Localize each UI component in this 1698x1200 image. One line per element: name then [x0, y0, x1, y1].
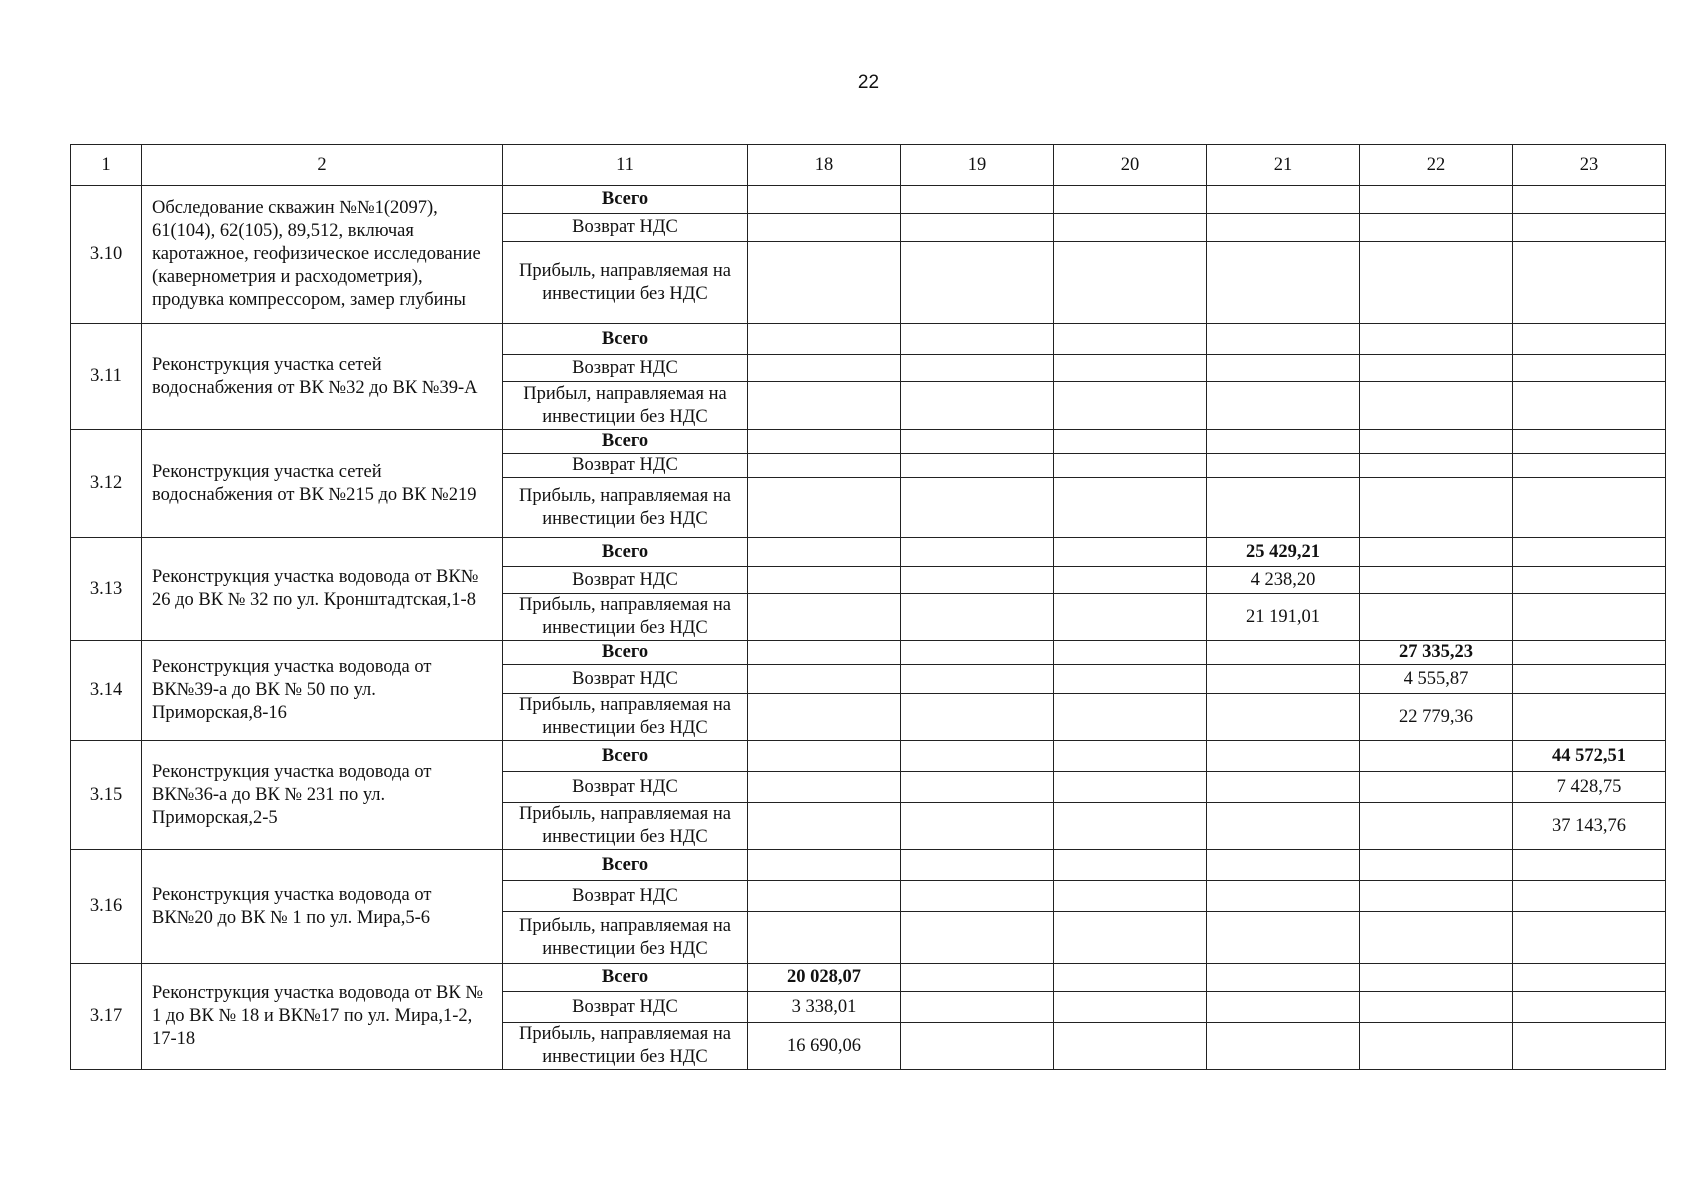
- value-cell: [901, 214, 1054, 242]
- value-cell: [1513, 641, 1666, 665]
- value-cell: [1360, 355, 1513, 382]
- funding-source-label: Возврат НДС: [503, 881, 748, 912]
- value-cell: [748, 242, 901, 324]
- funding-source-label: Прибыл, направляемая на инвестиции без НДС: [503, 382, 748, 430]
- value-cell: [1054, 641, 1207, 665]
- table-row: [71, 964, 1666, 992]
- value-cell: [1513, 324, 1666, 355]
- value-cell: [1054, 430, 1207, 454]
- value-cell: [1360, 772, 1513, 803]
- funding-source-label: Прибыль, направляемая на инвестиции без НДС: [503, 912, 748, 964]
- value-cell: [1054, 594, 1207, 641]
- table-header: [71, 145, 1666, 186]
- value-cell: [748, 382, 901, 430]
- page-number: 22: [857, 72, 880, 93]
- value-cell: [1207, 430, 1360, 454]
- item-number: 3.16: [71, 850, 142, 964]
- value-cell: [748, 741, 901, 772]
- funding-source-label: Всего: [503, 964, 748, 992]
- value-cell: [1513, 964, 1666, 992]
- value-cell: [1360, 186, 1513, 214]
- value-cell: [1513, 850, 1666, 881]
- value-cell: [1360, 964, 1513, 992]
- item-description: Реконструкция участка водовода от ВК№39-а до ВК № 50 по ул. Приморская,8-16: [142, 641, 503, 741]
- value-cell: [1513, 1023, 1666, 1070]
- value-cell: [1513, 186, 1666, 214]
- value-cell: [1207, 214, 1360, 242]
- funding-source-label: Возврат НДС: [503, 772, 748, 803]
- funding-source-label: Всего: [503, 430, 748, 454]
- item-number: 3.13: [71, 538, 142, 641]
- value-cell: [748, 912, 901, 964]
- value-cell: [1054, 186, 1207, 214]
- value-cell: [1207, 665, 1360, 694]
- value-cell: [901, 242, 1054, 324]
- value-cell: 16 690,06: [748, 1023, 901, 1070]
- item-number: 3.10: [71, 186, 142, 324]
- table-row: [71, 324, 1666, 355]
- value-cell: [901, 186, 1054, 214]
- value-cell: [1360, 912, 1513, 964]
- value-cell: [1513, 881, 1666, 912]
- value-cell: 4 555,87: [1360, 665, 1513, 694]
- value-cell: [901, 850, 1054, 881]
- funding-source-label: Возврат НДС: [503, 355, 748, 382]
- value-cell: [901, 454, 1054, 478]
- funding-source-label: Прибыль, направляемая на инвестиции без НДС: [503, 242, 748, 324]
- value-cell: [748, 186, 901, 214]
- value-cell: [1360, 741, 1513, 772]
- value-cell: [1360, 594, 1513, 641]
- value-cell: [1054, 912, 1207, 964]
- value-cell: [901, 772, 1054, 803]
- value-cell: [1207, 881, 1360, 912]
- item-description: Реконструкция участка водовода от ВК№ 26 до ВК № 32 по ул. Кронштадтская,1-8: [142, 538, 503, 641]
- funding-source-label: Всего: [503, 850, 748, 881]
- value-cell: [901, 594, 1054, 641]
- value-cell: [1207, 324, 1360, 355]
- value-cell: [1207, 355, 1360, 382]
- value-cell: [1054, 382, 1207, 430]
- header-cell: 2: [142, 145, 503, 186]
- value-cell: [748, 324, 901, 355]
- value-cell: [1054, 803, 1207, 850]
- item-number: 3.15: [71, 741, 142, 850]
- value-cell: [1054, 1023, 1207, 1070]
- value-cell: [1054, 850, 1207, 881]
- value-cell: 37 143,76: [1513, 803, 1666, 850]
- value-cell: [1513, 594, 1666, 641]
- table-row: [71, 186, 1666, 214]
- value-cell: [1207, 992, 1360, 1023]
- header-cell: 22: [1360, 145, 1513, 186]
- value-cell: [1054, 741, 1207, 772]
- value-cell: [1513, 478, 1666, 538]
- value-cell: [748, 850, 901, 881]
- funding-source-label: Возврат НДС: [503, 567, 748, 594]
- value-cell: [1360, 567, 1513, 594]
- value-cell: [901, 694, 1054, 741]
- value-cell: [901, 567, 1054, 594]
- value-cell: [901, 964, 1054, 992]
- value-cell: [1360, 538, 1513, 567]
- value-cell: [1207, 454, 1360, 478]
- value-cell: [1054, 242, 1207, 324]
- funding-source-label: Прибыль, направляемая на инвестиции без НДС: [503, 694, 748, 741]
- value-cell: [901, 803, 1054, 850]
- funding-source-label: Всего: [503, 741, 748, 772]
- header-cell: 23: [1513, 145, 1666, 186]
- value-cell: [1360, 382, 1513, 430]
- value-cell: [1513, 242, 1666, 324]
- header-cell: 21: [1207, 145, 1360, 186]
- value-cell: [1513, 694, 1666, 741]
- value-cell: [1513, 992, 1666, 1023]
- value-cell: [1054, 694, 1207, 741]
- value-cell: [1207, 772, 1360, 803]
- value-cell: [1513, 665, 1666, 694]
- value-cell: [1207, 850, 1360, 881]
- value-cell: [748, 538, 901, 567]
- value-cell: [1054, 772, 1207, 803]
- value-cell: [1360, 430, 1513, 454]
- value-cell: [1513, 538, 1666, 567]
- item-number: 3.14: [71, 641, 142, 741]
- value-cell: 25 429,21: [1207, 538, 1360, 567]
- value-cell: [1054, 992, 1207, 1023]
- value-cell: [901, 430, 1054, 454]
- table-row: [71, 850, 1666, 881]
- table-row: [71, 741, 1666, 772]
- header-cell: 20: [1054, 145, 1207, 186]
- header-row: [71, 145, 1666, 186]
- value-cell: 3 338,01: [748, 992, 901, 1023]
- value-cell: [1207, 964, 1360, 992]
- value-cell: [748, 214, 901, 242]
- value-cell: [1207, 641, 1360, 665]
- value-cell: [1360, 1023, 1513, 1070]
- value-cell: [1360, 242, 1513, 324]
- value-cell: [748, 430, 901, 454]
- value-cell: [1207, 912, 1360, 964]
- value-cell: [1513, 214, 1666, 242]
- value-cell: [748, 478, 901, 538]
- funding-source-label: Возврат НДС: [503, 665, 748, 694]
- value-cell: [1054, 538, 1207, 567]
- value-cell: [748, 454, 901, 478]
- funding-source-label: Всего: [503, 538, 748, 567]
- funding-source-label: Возврат НДС: [503, 454, 748, 478]
- value-cell: [1054, 324, 1207, 355]
- value-cell: [748, 694, 901, 741]
- value-cell: [748, 881, 901, 912]
- value-cell: [748, 665, 901, 694]
- funding-source-label: Возврат НДС: [503, 992, 748, 1023]
- value-cell: [1513, 912, 1666, 964]
- value-cell: [901, 881, 1054, 912]
- value-cell: [1513, 382, 1666, 430]
- value-cell: [1360, 214, 1513, 242]
- value-cell: [1360, 454, 1513, 478]
- investment-table: [70, 144, 1666, 1070]
- value-cell: [901, 324, 1054, 355]
- value-cell: 7 428,75: [1513, 772, 1666, 803]
- value-cell: [1207, 741, 1360, 772]
- item-description: Реконструкция участка сетей водоснабжения от ВК №32 до ВК №39-А: [142, 324, 503, 430]
- funding-source-label: Прибыль, направляемая на инвестиции без НДС: [503, 1023, 748, 1070]
- funding-source-label: Всего: [503, 641, 748, 665]
- value-cell: 20 028,07: [748, 964, 901, 992]
- funding-source-label: Возврат НДС: [503, 214, 748, 242]
- item-number: 3.12: [71, 430, 142, 538]
- funding-source-label: Прибыль, направляемая на инвестиции без НДС: [503, 478, 748, 538]
- value-cell: [901, 1023, 1054, 1070]
- value-cell: 44 572,51: [1513, 741, 1666, 772]
- value-cell: [1054, 665, 1207, 694]
- item-description: Реконструкция участка водовода от ВК№20 до ВК № 1 по ул. Мира,5-6: [142, 850, 503, 964]
- funding-source-label: Прибыль, направляемая на инвестиции без НДС: [503, 594, 748, 641]
- value-cell: 22 779,36: [1360, 694, 1513, 741]
- item-description: Реконструкция участка сетей водоснабжения от ВК №215 до ВК №219: [142, 430, 503, 538]
- value-cell: [901, 382, 1054, 430]
- value-cell: [1054, 454, 1207, 478]
- value-cell: [1360, 850, 1513, 881]
- table-row: [71, 430, 1666, 454]
- value-cell: [748, 594, 901, 641]
- funding-source-label: Всего: [503, 186, 748, 214]
- item-description: Реконструкция участка водовода от ВК № 1 до ВК № 18 и ВК№17 по ул. Мира,1-2, 17-18: [142, 964, 503, 1070]
- item-number: 3.11: [71, 324, 142, 430]
- value-cell: [748, 355, 901, 382]
- value-cell: [901, 912, 1054, 964]
- value-cell: [1207, 694, 1360, 741]
- header-cell: 11: [503, 145, 748, 186]
- table-body: [71, 186, 1666, 1070]
- value-cell: [1054, 355, 1207, 382]
- value-cell: [1513, 454, 1666, 478]
- value-cell: [1054, 567, 1207, 594]
- item-description: Обследование скважин №№1(2097), 61(104), 62(105), 89,512, включая каротажное, геофизическое исследование (кавернометрия и расходометрия), продувка компрессором, замер глубины: [142, 186, 503, 324]
- table-row: [71, 641, 1666, 665]
- item-description: Реконструкция участка водовода от ВК№36-а до ВК № 231 по ул. Приморская,2-5: [142, 741, 503, 850]
- value-cell: [1207, 803, 1360, 850]
- header-cell: 1: [71, 145, 142, 186]
- value-cell: [901, 538, 1054, 567]
- value-cell: [1054, 214, 1207, 242]
- value-cell: 21 191,01: [1207, 594, 1360, 641]
- value-cell: [1054, 478, 1207, 538]
- value-cell: [901, 478, 1054, 538]
- value-cell: [1207, 1023, 1360, 1070]
- value-cell: [901, 641, 1054, 665]
- value-cell: [1360, 992, 1513, 1023]
- value-cell: [748, 567, 901, 594]
- value-cell: [901, 992, 1054, 1023]
- value-cell: [1207, 382, 1360, 430]
- value-cell: [1360, 324, 1513, 355]
- value-cell: [1207, 186, 1360, 214]
- value-cell: [1360, 478, 1513, 538]
- value-cell: [1513, 567, 1666, 594]
- value-cell: [901, 741, 1054, 772]
- value-cell: [1207, 242, 1360, 324]
- value-cell: [748, 803, 901, 850]
- value-cell: [1054, 881, 1207, 912]
- value-cell: [1360, 803, 1513, 850]
- value-cell: [748, 641, 901, 665]
- value-cell: [1513, 355, 1666, 382]
- value-cell: [901, 355, 1054, 382]
- funding-source-label: Прибыль, направляемая на инвестиции без НДС: [503, 803, 748, 850]
- funding-source-label: Всего: [503, 324, 748, 355]
- value-cell: [748, 772, 901, 803]
- value-cell: 27 335,23: [1360, 641, 1513, 665]
- header-cell: 18: [748, 145, 901, 186]
- value-cell: [1360, 881, 1513, 912]
- value-cell: [1054, 964, 1207, 992]
- value-cell: [1207, 478, 1360, 538]
- value-cell: [901, 665, 1054, 694]
- header-cell: 19: [901, 145, 1054, 186]
- table-row: [71, 538, 1666, 567]
- item-number: 3.17: [71, 964, 142, 1070]
- value-cell: 4 238,20: [1207, 567, 1360, 594]
- value-cell: [1513, 430, 1666, 454]
